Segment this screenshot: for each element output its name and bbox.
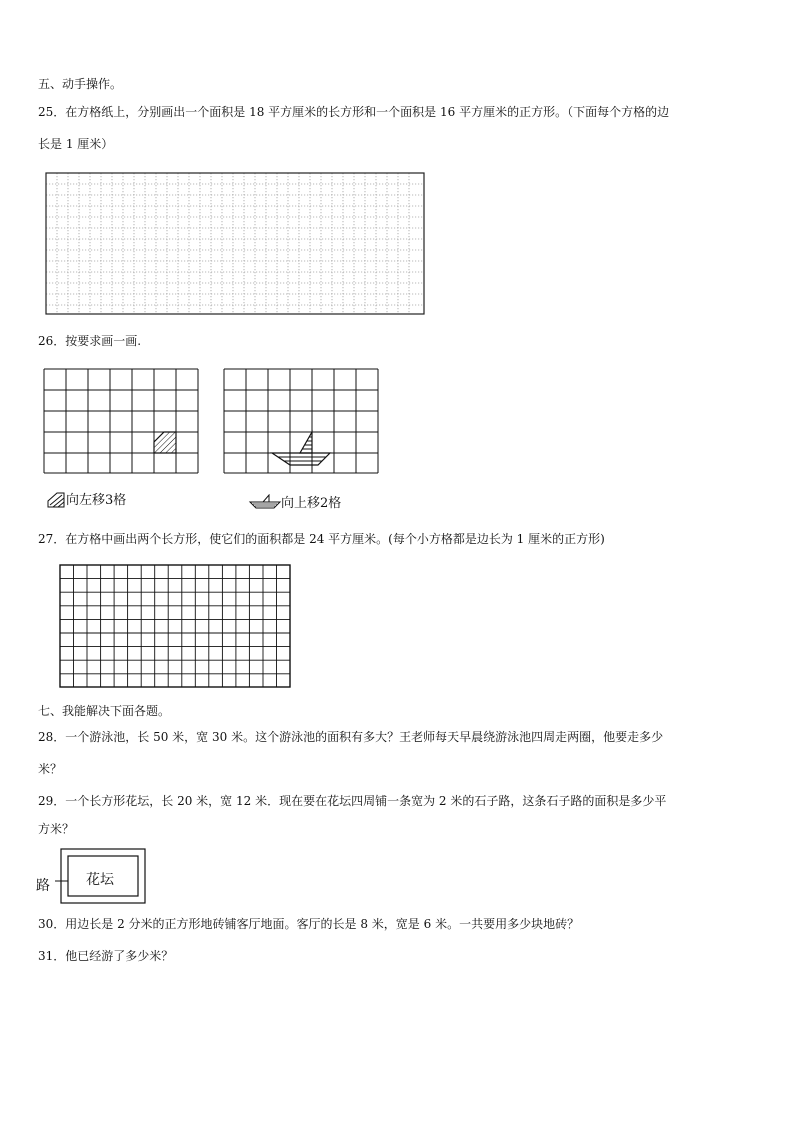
- flag-icon: [44, 491, 68, 509]
- q26-right-grid: [222, 367, 380, 475]
- section-seven-heading: 七、我能解决下面各题。: [38, 704, 171, 718]
- q26-caption-right: 向上移2格: [281, 496, 342, 511]
- q30-text: 30．用边长是 2 分米的正方形地砖铺客厅地面。客厅的长是 8 米，宽是 6 米。一共要用多少块地砖？: [38, 917, 580, 931]
- road-label: 路: [36, 878, 50, 894]
- q26-left-flag-shape: [154, 432, 176, 453]
- q26-right-boat-shape: [272, 432, 330, 465]
- q26-left-grid: [42, 367, 200, 475]
- q27-text: 27．在方格中画出两个长方形，使它们的面积都是 24 平方厘米。(每个小方格都是边长为 1 厘米的正方形): [38, 532, 605, 546]
- q26-text: 26．按要求画一画.: [38, 334, 142, 348]
- q25-text-line1: 25．在方格纸上，分别画出一个面积是 18 平方厘米的长方形和一个面积是 16 平方厘米的正方形。（下面每个方格的边: [38, 105, 670, 119]
- q29-text-line2: 方米？: [38, 822, 75, 836]
- section-five-heading: 五、动手操作。: [38, 77, 123, 91]
- q28-text-line1: 28．一个游泳池，长 50 米，宽 30 米。这个游泳池的面积有多大？王老师每天早晨绕游泳池四周走两圈，他要走多少: [38, 730, 664, 744]
- q28-text-line2: 米？: [38, 762, 63, 776]
- q25-dotted-grid: [44, 171, 426, 316]
- q27-grid: [58, 563, 292, 689]
- q31-text: 31．他已经游了多少米？: [38, 949, 174, 963]
- boat-icon: [248, 494, 282, 510]
- q26-caption-left: 向左移3格: [66, 493, 127, 508]
- flowerbed-label: 花坛: [86, 872, 114, 888]
- q29-text-line1: 29．一个长方形花坛，长 20 米，宽 12 米．现在要在花坛四周铺一条宽为 2 米的石子路，这条石子路的面积是多少平: [38, 794, 667, 808]
- q25-text-line2: 长是 1 厘米）: [38, 137, 114, 151]
